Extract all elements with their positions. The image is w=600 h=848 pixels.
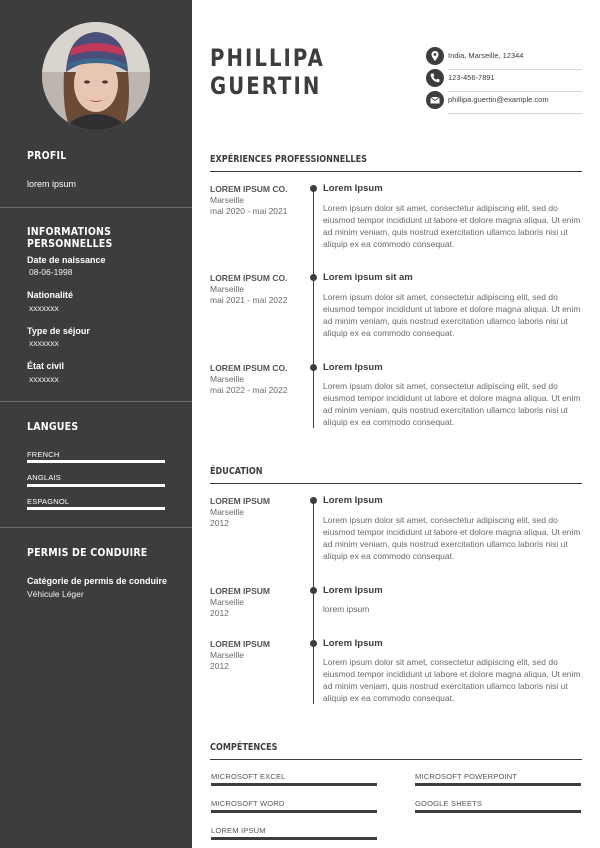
skill-name: GOOGLE SHEETS: [415, 799, 483, 808]
experience-description: Lorem ipsum dolor sit amet, consectetur adipiscing elit, sed do eiusmod tempor incididunt ut labore et dolore magna aliqua. Ut enim ad minim veniam, quis nostrud exercitation ullamco laboris nisi ut aliquip ex ea commodo consequat.: [323, 203, 581, 249]
skill-name: LOREM IPSUM: [211, 826, 266, 835]
skill-name: MICROSOFT WORD: [211, 799, 285, 808]
education-title: Lorem Ipsum: [323, 585, 383, 596]
skill-level-bar: [211, 837, 377, 840]
residence-type-label: Type de séjour: [27, 326, 90, 336]
marital-status-label: État civil: [27, 361, 65, 371]
contact-divider: [448, 113, 582, 114]
first-name: PHILLIPA: [210, 44, 325, 72]
education-school: LOREM IPSUM: [210, 639, 270, 649]
language-level-bar: [27, 460, 165, 463]
sidebar-divider: [0, 401, 192, 402]
skills-heading: COMPÉTENCES: [210, 742, 278, 753]
email-icon: [426, 91, 444, 109]
experience-dates: mai 2020 - mai 2021: [210, 206, 288, 216]
last-name: GUERTIN: [210, 72, 322, 100]
section-rule: [210, 483, 582, 484]
experience-heading: EXPÉRIENCES PROFESSIONNELLES: [210, 154, 367, 165]
license-category-label: Catégorie de permis de conduire: [27, 576, 168, 586]
address-text: India, Marseille, 12344: [448, 51, 524, 60]
personal-info-heading: INFORMATIONS PERSONNELLES: [27, 226, 113, 250]
phone-icon: [426, 69, 444, 87]
education-timeline: [313, 500, 314, 704]
skill-level-bar: [211, 810, 377, 813]
language-name: FRENCH: [27, 450, 60, 459]
education-heading: ÉDUCATION: [210, 466, 263, 477]
timeline-dot: [310, 185, 317, 192]
skill-level-bar: [415, 810, 581, 813]
profile-photo: [42, 22, 150, 130]
sidebar: [0, 0, 192, 848]
contact-email: [426, 90, 582, 112]
experience-location: Marseille: [210, 374, 245, 384]
education-location: Marseille: [210, 507, 245, 517]
section-rule: [210, 171, 582, 172]
experience-location: Marseille: [210, 195, 245, 205]
experience-title: Lorem Ipsum: [323, 183, 383, 194]
residence-type-value: xxxxxxx: [29, 338, 59, 348]
language-name: ANGLAIS: [27, 473, 61, 482]
language-name: ESPAGNOL: [27, 497, 70, 506]
education-description: Lorem ipsum dolor sit amet, consectetur adipiscing elit, sed do eiusmod tempor incididunt ut labore et dolore magna aliqua. Ut enim ad minim veniam, quis nostrud exercitation ullamco laboris nisi ut aliquip ex ea commodo consequat.: [323, 515, 581, 561]
nationality-value: xxxxxxx: [29, 303, 59, 313]
language-level-bar: [27, 484, 165, 487]
contact-phone: [426, 68, 582, 90]
experience-company: LOREM IPSUM CO.: [210, 184, 288, 194]
experience-dates: mai 2022 - mai 2022: [210, 385, 288, 395]
education-title: Lorem Ipsum: [323, 638, 383, 649]
timeline-dot: [310, 274, 317, 281]
education-location: Marseille: [210, 597, 245, 607]
experience-title: Lorem ipsum sit am: [323, 272, 413, 283]
phone-text: 123-456-7891: [448, 73, 495, 82]
birthdate-label: Date de naissance: [27, 255, 106, 265]
birthdate-value: 08-06-1998: [29, 267, 73, 277]
skill-name: MICROSOFT POWERPOINT: [415, 772, 518, 781]
education-title: Lorem Ipsum: [323, 495, 383, 506]
experience-dates: mai 2021 - mai 2022: [210, 295, 288, 305]
contact-address: [426, 46, 582, 68]
timeline-dot: [310, 364, 317, 371]
sidebar-divider: [0, 207, 192, 208]
education-description: lorem ipsum: [323, 604, 370, 614]
marital-status-value: xxxxxxx: [29, 374, 59, 384]
email-text: phillipa.guertin@example.com: [448, 95, 549, 104]
experience-description: Lorem ipsum dolor sit amet, consectetur adipiscing elit, sed do eiusmod tempor incididunt ut labore et dolore magna aliqua. Ut enim ad minim veniam, quis nostrud exercitation ullamco laboris nisi ut aliquip ex ea commodo consequat.: [323, 292, 581, 338]
nationality-label: Nationalité: [27, 290, 74, 300]
education-description: Lorem ipsum dolor sit amet, consectetur adipiscing elit, sed do eiusmod tempor incididunt ut labore et dolore magna aliqua. Ut enim ad minim veniam, quis nostrud exercitation ullamco laboris nisi ut aliquip ex ea commodo consequat.: [323, 657, 581, 703]
education-year: 2012: [210, 608, 229, 618]
language-level-bar: [27, 507, 165, 510]
experience-location: Marseille: [210, 284, 245, 294]
education-school: LOREM IPSUM: [210, 496, 270, 506]
education-year: 2012: [210, 661, 229, 671]
license-category-value: Véhicule Léger: [27, 589, 84, 599]
license-heading: PERMIS DE CONDUIRE: [27, 547, 148, 559]
languages-heading: LANGUES: [27, 421, 79, 433]
education-year: 2012: [210, 518, 229, 528]
profil-heading: PROFIL: [27, 150, 67, 162]
sidebar-divider: [0, 527, 192, 528]
section-rule: [210, 759, 582, 760]
timeline-dot: [310, 497, 317, 504]
experience-company: LOREM IPSUM CO.: [210, 273, 288, 283]
experience-timeline: [313, 188, 314, 428]
education-school: LOREM IPSUM: [210, 586, 270, 596]
education-location: Marseille: [210, 650, 245, 660]
timeline-dot: [310, 640, 317, 647]
portrait-image: [42, 22, 150, 130]
profil-text: lorem ipsum: [27, 179, 77, 189]
experience-title: Lorem Ipsum: [323, 362, 383, 373]
location-pin-icon: [426, 47, 444, 65]
experience-company: LOREM IPSUM CO.: [210, 363, 288, 373]
timeline-dot: [310, 587, 317, 594]
skill-name: MICROSOFT EXCEL: [211, 772, 286, 781]
experience-description: Lorem ipsum dolor sit amet, consectetur adipiscing elit, sed do eiusmod tempor incididunt ut labore et dolore magna aliqua. Ut enim ad minim veniam, quis nostrud exercitation ullamco laboris nisi ut aliquip ex ea commodo consequat.: [323, 381, 581, 427]
skill-level-bar: [415, 783, 581, 786]
skill-level-bar: [211, 783, 377, 786]
